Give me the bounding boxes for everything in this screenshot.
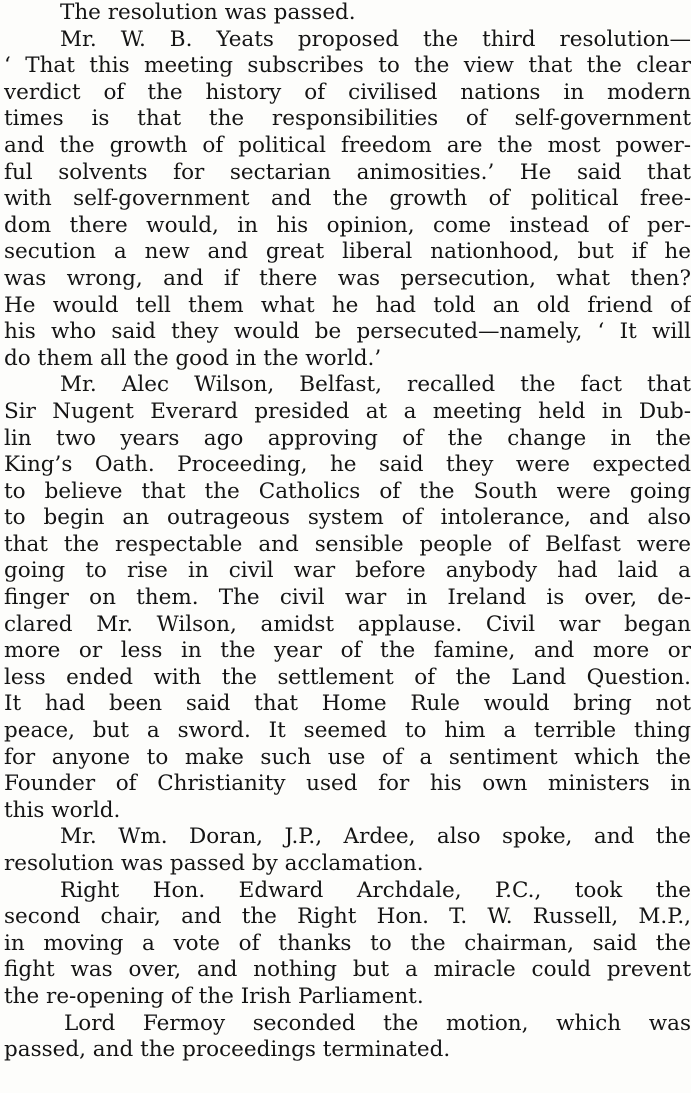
article-text [4,0,691,1064]
text-line: that the respectable and sensible people of Belfast were [4,531,691,557]
text-line: Mr. Wm. Doran, J.P., Ardee, also spoke, and the [60,824,691,850]
text-line: Sir Nugent Everard presided at a meeting held in Dub- [4,398,691,424]
text-line: It had been said that Home Rule would bring not [4,691,691,717]
text-line: to begin an outrageous system of intolerance, and also [4,505,691,531]
text-line: Mr. Alec Wilson, Belfast, recalled the fact that [60,372,691,398]
text-line: do them all the good in the world.’ [4,345,382,371]
text-line: in moving a vote of thanks to the chairman, said the [4,930,691,956]
text-line: lin two years ago approving of the change in the [4,425,691,451]
text-line: He would tell them what he had told an old friend of [4,292,691,318]
text-line: his who said they would be persecuted—namely, ‘ It will [4,319,691,345]
text-line: verdict of the history of civilised nations in modern [4,79,691,105]
text-line: secution a new and great liberal nationhood, but if he [4,239,691,265]
text-line: this world. [4,797,121,823]
text-line: finger on them. The civil war in Ireland is over, de- [4,585,691,611]
text-line: ful solvents for sectarian animosities.’ He said that [4,159,691,185]
text-line: to believe that the Catholics of the South were going [4,478,691,504]
text-line: with self-government and the growth of political free- [4,186,691,212]
text-line: second chair, and the Right Hon. T. W. Russell, M.P., [4,904,691,930]
text-line: passed, and the proceedings terminated. [4,1037,451,1063]
text-line: for anyone to make such use of a sentiment which the [4,744,691,770]
text-line: The resolution was passed. [60,0,356,25]
text-line: Right Hon. Edward Archdale, P.C., took the [60,877,691,903]
text-line: resolution was passed by acclamation. [4,851,424,876]
text-line: clared Mr. Wilson, amidst applause. Civil war began [4,611,691,637]
text-line: less ended with the settlement of the Land Question. [4,664,691,690]
text-line: King’s Oath. Proceeding, he said they were expected [4,452,691,478]
text-line: ‘ That this meeting subscribes to the view that the clear [4,53,691,79]
text-line: going to rise in civil war before anybody had laid a [4,558,691,584]
text-line: the re-opening of the Irish Parliament. [4,983,424,1009]
text-line: Mr. W. B. Yeats proposed the third resolution— [60,26,691,52]
text-line: dom there would, in his opinion, come instead of per- [4,212,691,238]
text-line: Founder of Christianity used for his own ministers in [4,771,691,797]
text-line: more or less in the year of the famine, and more or [4,638,691,664]
text-line: fight was over, and nothing but a miracle could prevent [4,957,691,983]
text-line: peace, but a sword. It seemed to him a terrible thing [4,718,691,744]
text-line: and the growth of political freedom are the most power- [4,132,691,158]
text-line: was wrong, and if there was persecution, what then? [4,265,691,291]
text-line: Lord Fermoy seconded the motion, which was [64,1010,691,1036]
text-line: times is that the responsibilities of self-government [4,106,691,132]
